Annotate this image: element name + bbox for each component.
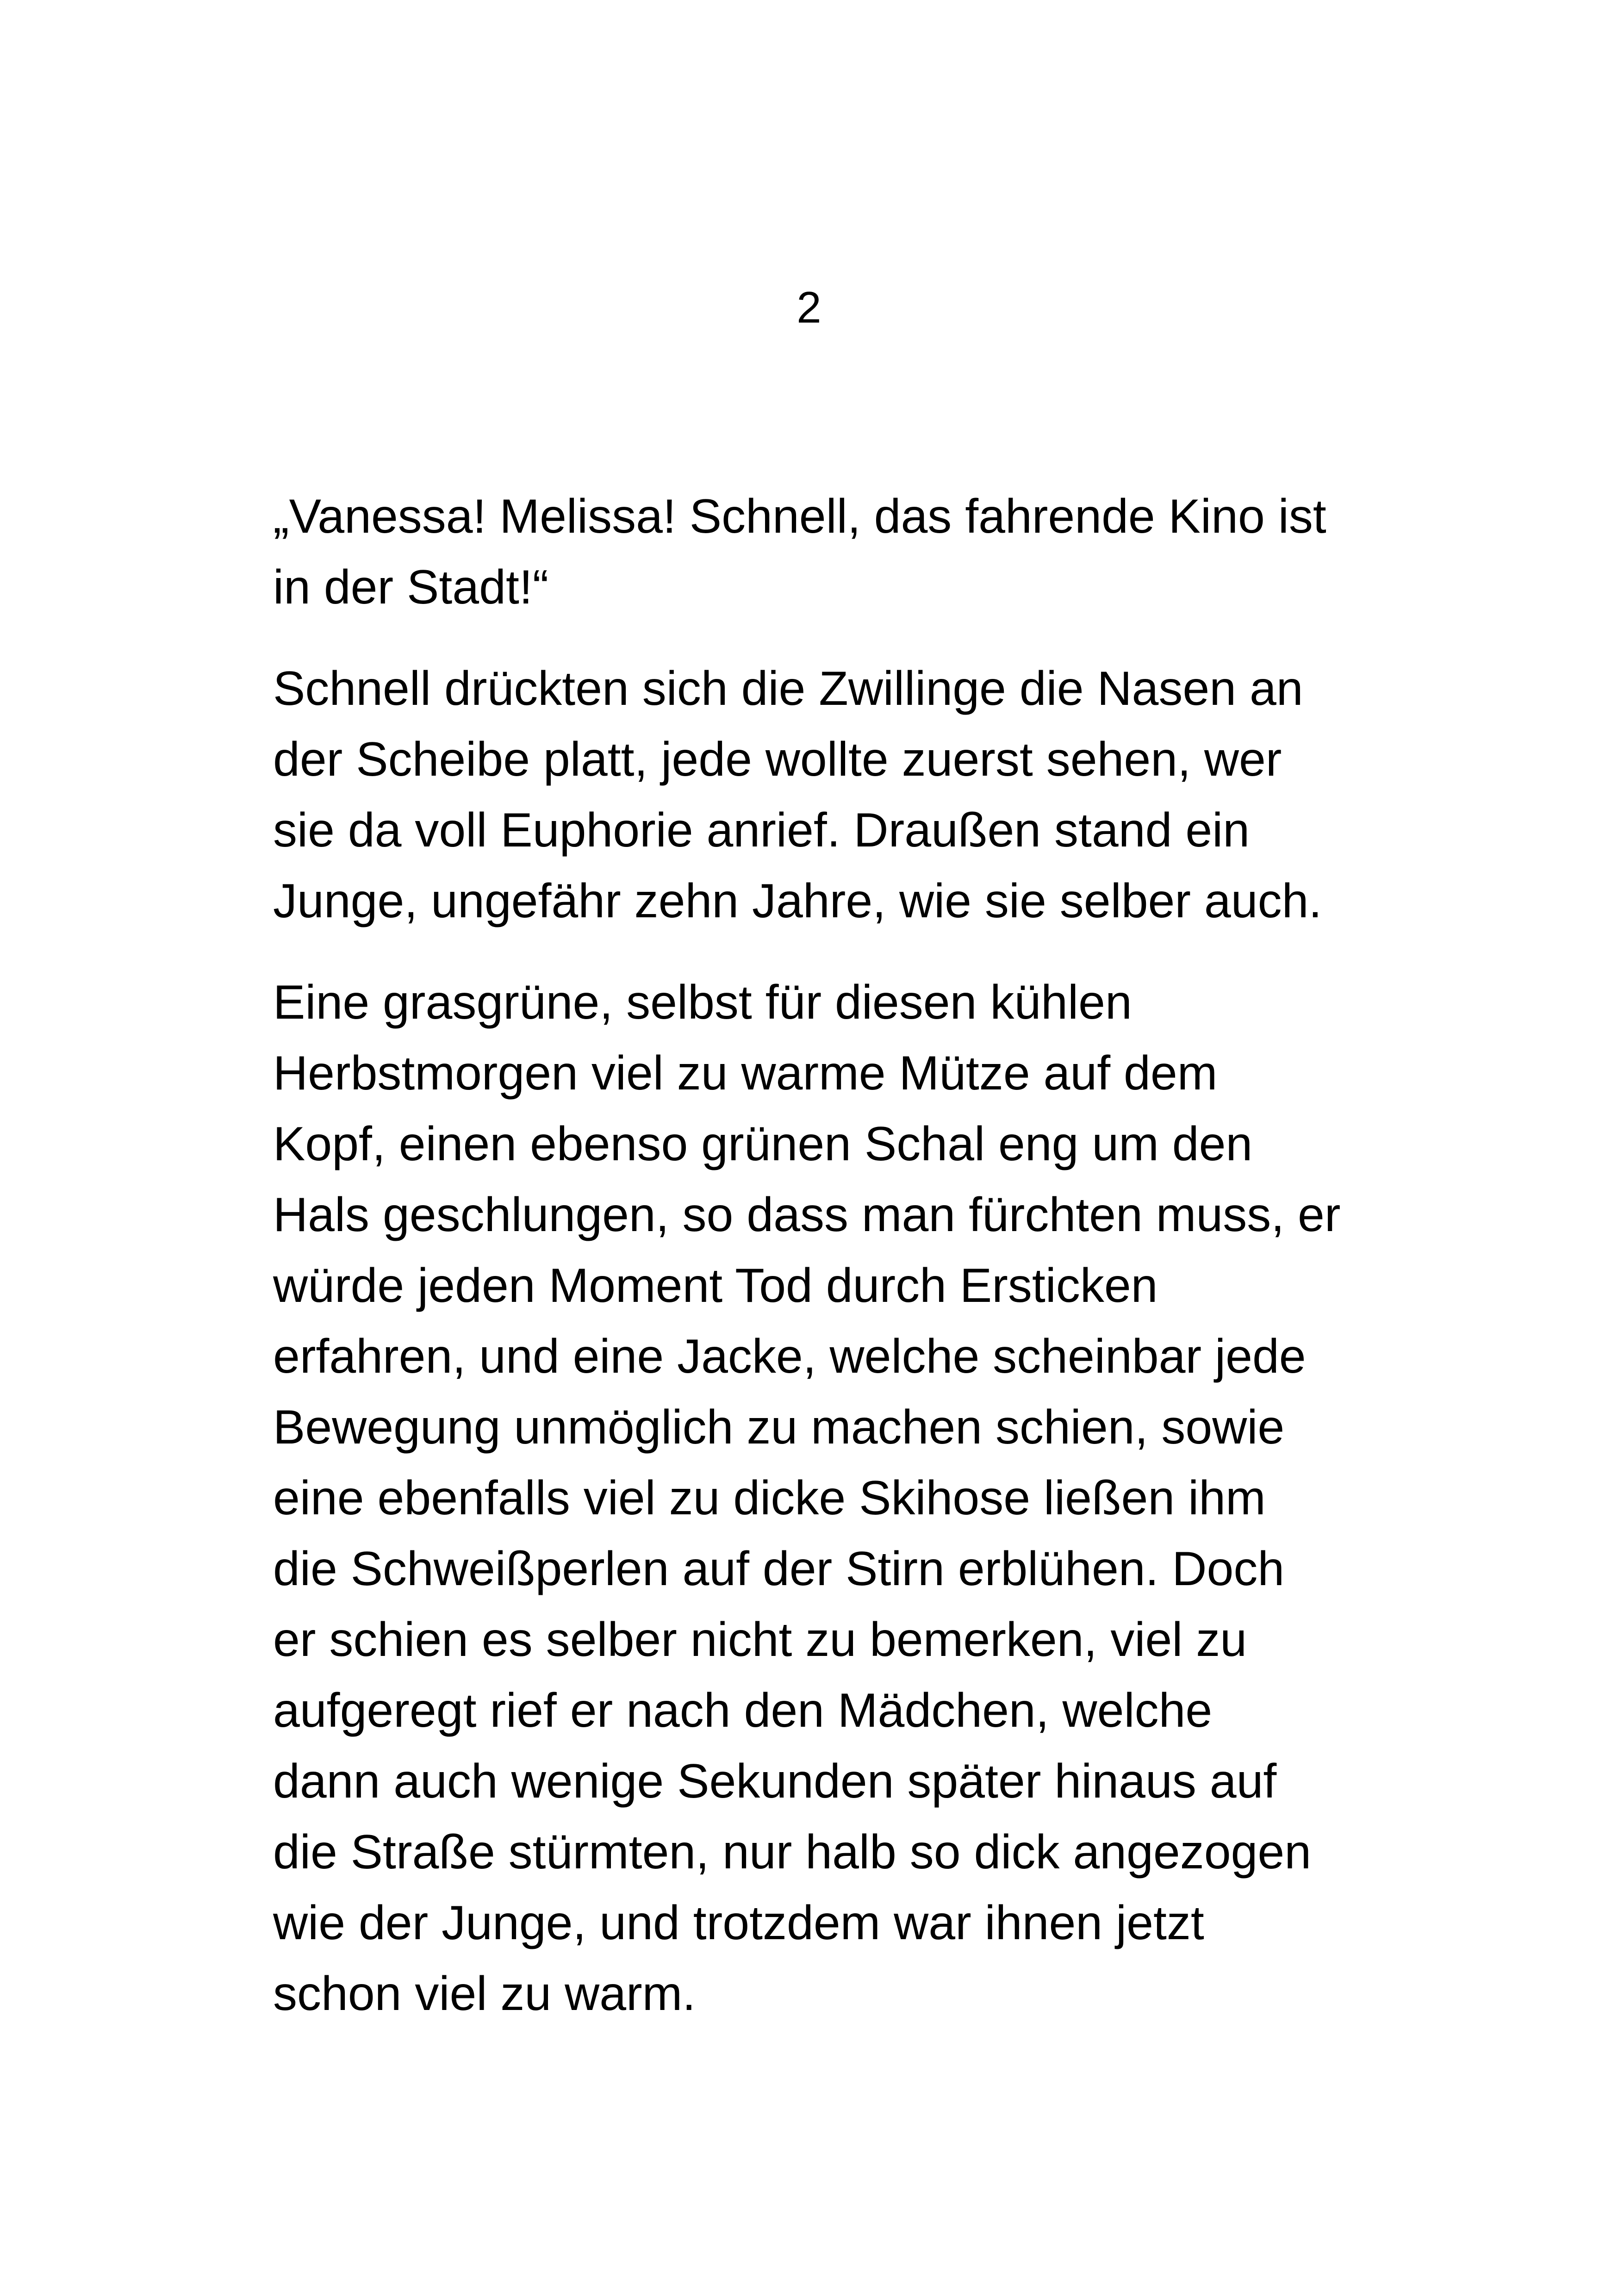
text-line: „Vanessa! Melissa! Schnell, das fahrende Kino ist: [273, 490, 1326, 543]
paragraph-2: [273, 653, 1393, 937]
text-line: dann auch wenige Sekunden später hinaus auf: [273, 1755, 1277, 1808]
text-line: Bewegung unmöglich zu machen schien, sowie: [273, 1400, 1285, 1454]
text-line: wie der Junge, und trotzdem war ihnen jetzt: [273, 1896, 1204, 1950]
body-text: [273, 481, 1393, 2029]
text-line: Hals geschlungen, so dass man fürchten muss, er: [273, 1188, 1341, 1242]
text-line: der Scheibe platt, jede wollte zuerst sehen, wer: [273, 733, 1282, 786]
text-line: Kopf, einen ebenso grünen Schal eng um den: [273, 1117, 1253, 1171]
text-line: Herbstmorgen viel zu warme Mütze auf dem: [273, 1046, 1218, 1100]
text-line: Eine grasgrüne, selbst für diesen kühlen: [273, 976, 1132, 1029]
text-line: erfahren, und eine Jacke, welche scheinbar jede: [273, 1330, 1306, 1383]
text-line: sie da voll Euphorie anrief. Draußen stand ein: [273, 803, 1250, 857]
page-number: 2: [797, 283, 821, 332]
text-line: die Schweißperlen auf der Stirn erblühen. Doch: [273, 1542, 1285, 1596]
text-line: die Straße stürmten, nur halb so dick angezogen: [273, 1825, 1312, 1879]
text-line: Junge, ungefähr zehn Jahre, wie sie selber auch.: [273, 874, 1322, 928]
text-line: aufgeregt rief er nach den Mädchen, welche: [273, 1684, 1213, 1737]
text-line: eine ebenfalls viel zu dicke Skihose ließen ihm: [273, 1471, 1266, 1525]
paragraph-3: [273, 967, 1393, 2029]
text-line: schon viel zu warm.: [273, 1967, 696, 2021]
text-line: würde jeden Moment Tod durch Ersticken: [273, 1259, 1158, 1313]
text-line: Schnell drückten sich die Zwillinge die Nasen an: [273, 662, 1303, 716]
paragraph-1: [273, 481, 1393, 623]
text-line: er schien es selber nicht zu bemerken, viel zu: [273, 1613, 1247, 1667]
text-line: in der Stadt!“: [273, 560, 549, 614]
